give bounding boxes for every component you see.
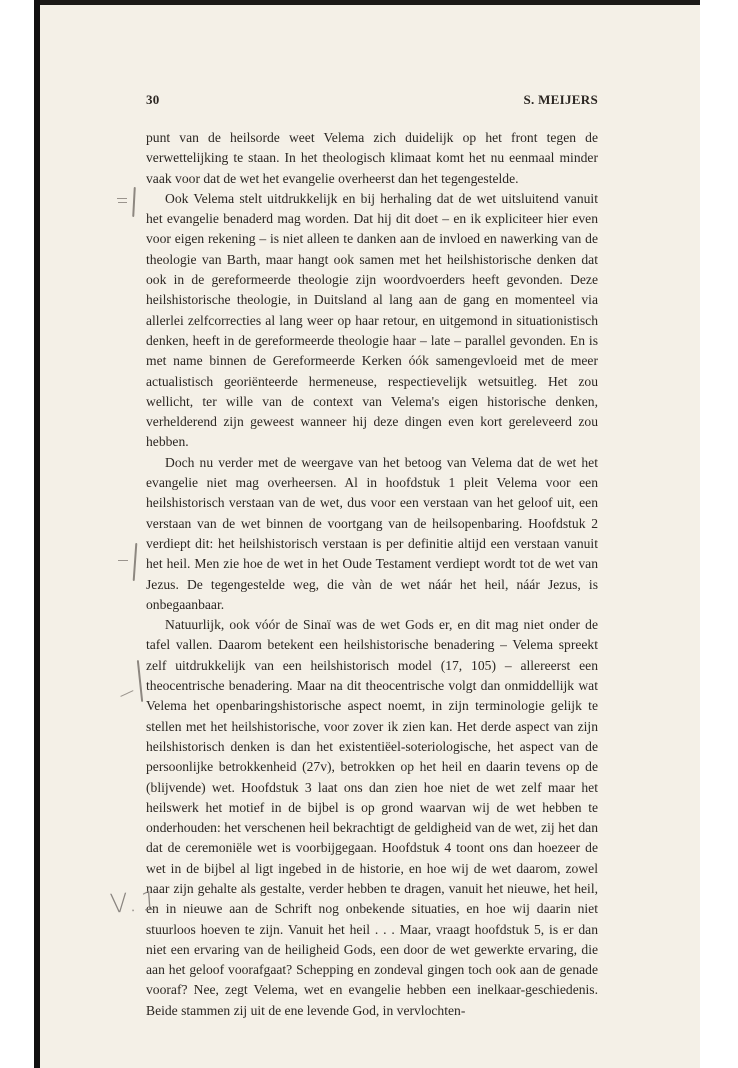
- page-number: 30: [146, 92, 160, 107]
- paragraph-2: Ook Velema stelt uitdrukkelijk en bij herhaling dat de wet uitsluitend vanuit het evangelie benaderd mag worden. Dat hij dit doet – en ik expliciteer hier even voor eigen rekening – is niet alleen te danken aan de invloed en nawerking van de theologie van Barth, maar hangt ook samen met het heilshistorische denken dat ook in de gereformeerde theologie zijn woordvoerders heeft gevonden. Deze heilshistorische theologie, in Duitsland al lang aan de gang en momenteel via allerlei zelfcorrecties al lang weer op haar retour, en uitgemond in situationistisch denken, heeft in de gereformeerde theologie haar – late – parallel gevonden. En is met name binnen de Gereformeerde Kerken óók samengevloeid met de meer actualistisch georiënteerde hermeneuse, respectievelijk wetsuitleg. Het zou wellicht, ter wille van de context van Velema's eigen historische denken, verhelderend zijn geweest wanneer hij deze dingen even kort gereleveerd zou hebben.: [146, 190, 598, 450]
- paragraph-3: Doch nu verder met de weergave van het betoog van Velema dat de wet het evangelie niet mag overheersen. Al in hoofdstuk 1 pleit Velema voor een heilshistorisch verstaan van de wet, dus voor een verstaan van het geloof uit, een verstaan van de wet binnen de voortgang van de heilsopenbaring. Hoofdstuk 2 verdiept dit: het heilshistorisch verstaan is per definitie altijd een verstaan vanuit het heil. Men zie hoe de wet in het Oude Testament verdiept wordt tot de wet van Jezus. De tegengestelde weg, die vàn de wet náár het heil, náár Jezus, is onbegaanbaar.: [146, 454, 598, 612]
- running-head: S. MEIJERS: [523, 92, 598, 107]
- paragraph-4: Natuurlijk, ook vóór de Sinaï was de wet Gods er, en dit mag niet onder de tafel vallen. Daarom betekent een heilshistorische benadering – Velema spreekt zelf uitdrukkelijk van een heilshistorisch model (17, 105) – allereerst een theocentrische benadering. Maar na dit theocentrische volgt dan onmiddellijk wat Velema het openbaringshistorische aspect noemt, in zijn terminologie gelijk te stellen met het heilshistorische, voor zover ik zien kan. Het derde aspect van zijn heilshistorisch denken is dan het existentiëel-soteriologische, het aspect van de persoonlijke betrokkenheid (27v), betrokken op het heil en daarin tevens op de (blijvende) wet. Hoofdstuk 3 laat ons dan zien hoe niet de wet zelf maar het heilswerk het motief in de bijbel is op grond waarvan wij de wet hebben te onderhouden: het verschenen heil bekrachtigt de geldigheid van de wet, zij het dan dat de ceremoniële wet is voorbijgegaan. Hoofdstuk 4 toont ons dan hoezeer de wet in de bijbel al ligt ingebed in de historie, en hoe wij de wet daarom, zowel naar zijn gehalte als gestalte, verder hebben te dragen, vanuit het nieuwe, het heil, en in nieuwe aan de Schrift nog onbekende situaties, en hoe wij daarin niet stuurloos hoeven te zijn. Vanuit het heil . . . Maar, vraagt hoofdstuk 5, is er dan niet een ervaring van de heiligheid Gods, een door de wet gewerkte ervaring, die aan het geloof voorafgaat? Schepping en zondeval gingen toch ook aan de genade vooraf? Nee, zegt Velema, wet en evangelie hebben een inelkaar-geschiedenis. Beide stammen zij uit de ene levende God, in vervlochten-: [146, 617, 598, 1018]
- pencil-note-bottom: V.1: [109, 886, 163, 920]
- paragraph-1: punt van de heilsorde weet Velema zich duidelijk op het front tegen de verwettelijking te staan. In het theologisch klimaat komt het nu eenmaal minder vaak voor dat de wet het evangelie overheerst dan het tegengestelde.: [146, 130, 598, 186]
- body-text: [146, 128, 598, 1021]
